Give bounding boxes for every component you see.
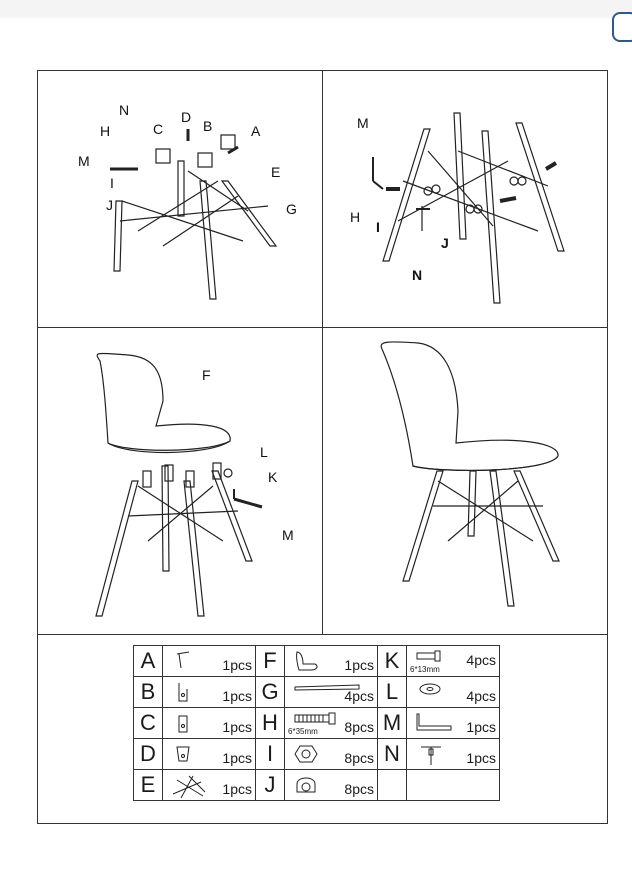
part-size: 6*35mm <box>288 727 318 736</box>
p1-label-g: G <box>286 201 297 217</box>
bracket-b-icon <box>171 681 195 705</box>
part-qty: 1pcs <box>222 781 252 797</box>
part-qty: 1pcs <box>222 688 252 704</box>
panel1-base-drawing <box>110 129 276 299</box>
part-qty: 4pcs <box>466 652 496 668</box>
p2-label-i: I <box>376 219 380 235</box>
p3-label-m: M <box>282 527 294 543</box>
part-letter: F <box>256 646 285 677</box>
part-letter: E <box>134 770 163 801</box>
part-cell-l <box>407 677 500 708</box>
part-size: 6*13mm <box>410 665 440 674</box>
washer-icon <box>415 681 445 697</box>
p1-label-b: B <box>203 118 213 134</box>
part-qty: 8pcs <box>344 781 374 797</box>
p3-label-l: L <box>260 444 268 460</box>
allen-key-icon <box>415 712 459 732</box>
seat-icon <box>293 650 323 672</box>
p3-label-k: K <box>268 469 278 485</box>
part-letter: L <box>378 677 407 708</box>
p3-label-f: F <box>202 367 211 383</box>
bracket-c-icon <box>171 712 195 736</box>
p1-label-a: A <box>251 123 261 139</box>
part-letter: I <box>256 739 285 770</box>
part-letter: D <box>134 739 163 770</box>
p1-label-d: D <box>181 109 192 125</box>
part-qty: 4pcs <box>466 688 496 704</box>
part-qty: 1pcs <box>466 750 496 766</box>
part-cell-k <box>407 646 500 677</box>
part-qty: 1pcs <box>344 657 374 673</box>
part-qty: 1pcs <box>222 750 252 766</box>
p1-label-h: H <box>100 123 111 139</box>
tool-icon <box>415 743 449 767</box>
part-letter: N <box>378 739 407 770</box>
part-cell-n <box>407 739 500 770</box>
part-cell-a <box>163 646 256 677</box>
p2-label-m: M <box>357 115 369 131</box>
part-letter: M <box>378 708 407 739</box>
p1-label-j: J <box>106 197 113 213</box>
parts-table <box>133 645 500 801</box>
part-qty: 8pcs <box>344 719 374 735</box>
part-cell-j <box>285 770 378 801</box>
panel2-base-drawing <box>373 113 564 303</box>
p1-label-m: M <box>78 153 90 169</box>
part-letter: J <box>256 770 285 801</box>
part-letter: H <box>256 708 285 739</box>
part-qty: 1pcs <box>222 657 252 673</box>
part-letter: B <box>134 677 163 708</box>
assembly-diagrams <box>38 71 607 634</box>
part-qty: 1pcs <box>466 719 496 735</box>
part-cell-c <box>163 708 256 739</box>
part-letter: G <box>256 677 285 708</box>
panel3-seat-drawing <box>96 353 262 616</box>
part-qty: 8pcs <box>344 750 374 766</box>
bracket-a-icon <box>171 650 195 672</box>
cross-frame-icon <box>171 774 211 800</box>
cap-nut-icon <box>293 774 319 798</box>
table-row <box>134 739 500 770</box>
nut-icon <box>293 743 319 765</box>
table-row <box>134 677 500 708</box>
part-cell-e <box>163 770 256 801</box>
p1-label-i: I <box>110 175 114 191</box>
p2-label-n: N <box>412 267 423 283</box>
p2-label-j: J <box>441 235 449 251</box>
divider-horizontal-2 <box>38 634 607 635</box>
part-cell-m <box>407 708 500 739</box>
part-cell-i <box>285 739 378 770</box>
screw-icon <box>415 650 445 664</box>
part-cell-f <box>285 646 378 677</box>
panel4-chair-drawing <box>381 342 559 606</box>
part-qty: 1pcs <box>222 719 252 735</box>
part-cell-g <box>285 677 378 708</box>
part-cell-b <box>163 677 256 708</box>
empty-cell <box>407 770 500 801</box>
p1-label-e: E <box>271 164 281 180</box>
part-cell-d <box>163 739 256 770</box>
part-letter: C <box>134 708 163 739</box>
p1-label-n: N <box>119 102 130 118</box>
empty-cell <box>378 770 407 801</box>
table-row <box>134 646 500 677</box>
corner-button[interactable] <box>612 12 632 42</box>
table-row <box>134 708 500 739</box>
bolt-icon <box>293 712 339 726</box>
p2-label-h: H <box>350 209 361 225</box>
table-row <box>134 770 500 801</box>
p1-label-c: C <box>153 121 164 137</box>
top-bar <box>0 0 632 18</box>
part-cell-h <box>285 708 378 739</box>
bracket-d-icon <box>171 743 195 767</box>
part-qty: 4pcs <box>344 688 374 704</box>
part-letter: A <box>134 646 163 677</box>
part-letter: K <box>378 646 407 677</box>
